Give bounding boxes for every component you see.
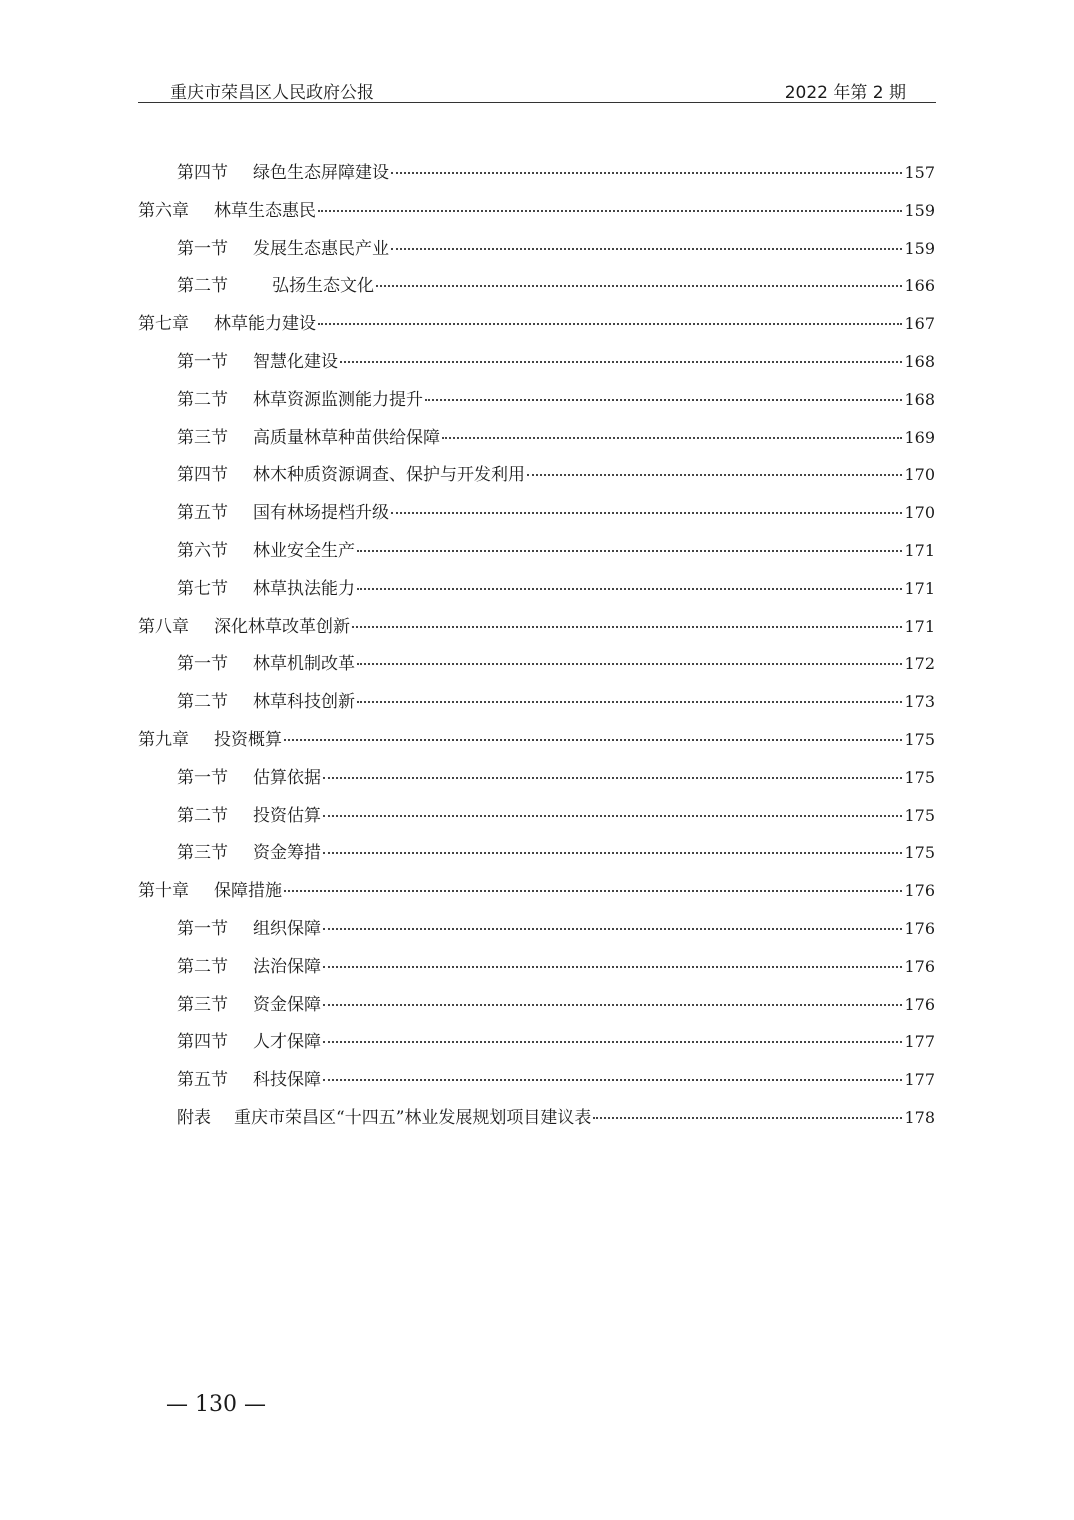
toc-dot-leader: [323, 965, 902, 968]
toc-entry-number: 第三节: [177, 994, 228, 1015]
toc-entry-number: 第三节: [177, 843, 228, 864]
toc-entry-page: 168: [904, 351, 935, 371]
toc-entry-page: 175: [904, 767, 935, 787]
page-header: [138, 76, 936, 103]
toc-dot-leader: [318, 209, 902, 212]
toc-entry-page: 176: [904, 994, 935, 1014]
toc-dot-leader: [357, 549, 902, 552]
toc-entry-number: 附表: [177, 1107, 211, 1128]
table-of-contents: [138, 158, 935, 1141]
toc-dot-leader: [284, 889, 902, 892]
toc-entry-number: 第一节: [177, 351, 228, 372]
toc-entry-number: 第二节: [177, 805, 228, 826]
toc-entry[interactable]: [138, 838, 935, 876]
toc-entry-number: 第四节: [177, 1032, 228, 1053]
toc-entry-number: 第五节: [177, 1070, 228, 1091]
toc-entry-page: 157: [904, 163, 935, 182]
toc-dot-leader: [318, 322, 902, 325]
journal-title: 重庆市荣昌区人民政府公报: [170, 83, 374, 103]
toc-entry-number: 第一节: [177, 767, 228, 788]
toc-entry-title: 林业安全生产: [253, 540, 355, 561]
toc-entry-number: 第九章: [138, 729, 189, 750]
toc-entry[interactable]: [138, 196, 935, 234]
toc-entry-title: 估算依据: [253, 767, 321, 788]
toc-entry[interactable]: [138, 347, 935, 385]
toc-entry[interactable]: [138, 1065, 935, 1103]
toc-entry-number: 第一节: [177, 238, 228, 259]
page-number: — 130 —: [166, 1392, 266, 1417]
toc-entry[interactable]: [138, 385, 935, 423]
toc-entry-title: 投资估算: [253, 805, 321, 826]
toc-dot-leader: [352, 625, 902, 628]
toc-entry[interactable]: [138, 271, 935, 309]
toc-entry-page: 171: [904, 616, 935, 636]
toc-entry-title: 发展生态惠民产业: [253, 238, 389, 259]
toc-entry-page: 176: [904, 881, 935, 901]
toc-entry[interactable]: [138, 158, 935, 196]
toc-dot-leader: [340, 360, 902, 363]
toc-entry-title: 林木种质资源调查、保护与开发利用: [253, 465, 525, 486]
toc-entry-page: 177: [904, 1032, 935, 1052]
toc-dot-leader: [323, 1078, 902, 1081]
toc-dot-leader: [357, 700, 902, 703]
toc-entry-page: 166: [904, 276, 935, 296]
toc-entry-page: 173: [904, 692, 935, 712]
toc-entry-title: 林草机制改革: [253, 654, 355, 675]
toc-entry[interactable]: [138, 536, 935, 574]
toc-entry[interactable]: [138, 460, 935, 498]
toc-dot-leader: [442, 436, 902, 439]
toc-entry-title: 法治保障: [253, 956, 321, 977]
toc-entry-title: 资金保障: [253, 994, 321, 1015]
issue-number: 2022 年第 2 期: [784, 83, 906, 103]
toc-entry-page: 171: [904, 540, 935, 560]
toc-dot-leader: [376, 284, 902, 287]
toc-entry-number: 第八章: [138, 616, 189, 637]
toc-entry-page: 170: [904, 503, 935, 523]
toc-entry[interactable]: [138, 423, 935, 461]
toc-entry-page: 159: [904, 200, 935, 220]
toc-entry-title: 深化林草改革创新: [214, 616, 350, 637]
toc-entry-title: 林草执法能力: [253, 578, 355, 599]
toc-entry-page: 176: [904, 956, 935, 976]
toc-entry[interactable]: [138, 1103, 935, 1141]
toc-entry-page: 168: [904, 389, 935, 409]
toc-entry-title: 绿色生态屏障建设: [253, 163, 389, 183]
toc-entry-page: 175: [904, 729, 935, 749]
toc-entry-title: 人才保障: [253, 1032, 321, 1053]
toc-entry[interactable]: [138, 990, 935, 1028]
toc-entry-page: 176: [904, 918, 935, 938]
toc-dot-leader: [527, 473, 902, 476]
toc-entry-number: 第二节: [177, 692, 228, 713]
toc-entry[interactable]: [138, 763, 935, 801]
toc-entry-number: 第五节: [177, 503, 228, 524]
toc-entry-page: 175: [904, 805, 935, 825]
toc-entry-page: 171: [904, 578, 935, 598]
toc-entry-number: 第十章: [138, 881, 189, 902]
toc-entry-title: 资金筹措: [253, 843, 321, 864]
toc-dot-leader: [323, 1003, 902, 1006]
toc-entry-number: 第四节: [177, 465, 228, 486]
toc-dot-leader: [323, 927, 902, 930]
toc-entry-number: 第七节: [177, 578, 228, 599]
toc-entry-title: 弘扬生态文化: [272, 276, 374, 297]
toc-dot-leader: [425, 398, 902, 401]
toc-entry[interactable]: [138, 952, 935, 990]
toc-entry-title: 林草资源监测能力提升: [253, 389, 423, 410]
toc-entry[interactable]: [138, 612, 935, 650]
toc-entry-title: 国有林场提档升级: [253, 503, 389, 524]
toc-entry-title: 林草能力建设: [214, 314, 316, 335]
toc-entry[interactable]: [138, 309, 935, 347]
toc-dot-leader: [357, 587, 902, 590]
toc-entry-page: 169: [904, 427, 935, 447]
toc-entry-number: 第四节: [177, 163, 228, 183]
toc-entry-page: 170: [904, 465, 935, 485]
toc-entry[interactable]: [138, 725, 935, 763]
toc-dot-leader: [391, 247, 902, 250]
toc-entry-number: 第一节: [177, 918, 228, 939]
toc-dot-leader: [323, 814, 902, 817]
toc-entry-title: 林草科技创新: [253, 692, 355, 713]
toc-entry-page: 172: [904, 654, 935, 674]
toc-entry[interactable]: [138, 649, 935, 687]
toc-entry[interactable]: [138, 876, 935, 914]
toc-entry-page: 177: [904, 1070, 935, 1090]
toc-entry-title: 林草生态惠民: [214, 200, 316, 221]
toc-entry-number: 第二节: [177, 389, 228, 410]
toc-dot-leader: [593, 1116, 902, 1119]
toc-entry-page: 159: [904, 238, 935, 258]
toc-dot-leader: [391, 171, 902, 174]
toc-entry-page: 175: [904, 843, 935, 863]
toc-entry-page: 167: [904, 314, 935, 334]
toc-dot-leader: [323, 1040, 902, 1043]
toc-entry[interactable]: [138, 1027, 935, 1065]
toc-entry-title: 重庆市荣昌区“十四五”林业发展规划项目建议表: [234, 1107, 592, 1128]
toc-entry-number: 第二节: [177, 276, 228, 297]
toc-entry-title: 组织保障: [253, 918, 321, 939]
toc-entry-number: 第一节: [177, 654, 228, 675]
toc-entry[interactable]: [138, 914, 935, 952]
toc-dot-leader: [284, 738, 902, 741]
toc-entry[interactable]: [138, 574, 935, 612]
toc-entry-number: 第六节: [177, 540, 228, 561]
toc-entry-title: 科技保障: [253, 1070, 321, 1091]
toc-entry-number: 第六章: [138, 200, 189, 221]
toc-entry[interactable]: [138, 234, 935, 272]
toc-entry-title: 高质量林草种苗供给保障: [253, 427, 440, 448]
toc-dot-leader: [391, 511, 902, 514]
toc-entry-number: 第三节: [177, 427, 228, 448]
toc-entry[interactable]: [138, 498, 935, 536]
toc-dot-leader: [323, 851, 902, 854]
toc-entry-title: 投资概算: [214, 729, 282, 750]
toc-entry-number: 第二节: [177, 956, 228, 977]
toc-entry-title: 保障措施: [214, 881, 282, 902]
toc-entry[interactable]: [138, 687, 935, 725]
toc-dot-leader: [357, 662, 902, 665]
toc-entry-number: 第七章: [138, 314, 189, 335]
toc-entry-title: 智慧化建设: [253, 351, 338, 372]
toc-entry-page: 178: [904, 1107, 935, 1127]
toc-entry[interactable]: [138, 801, 935, 839]
toc-dot-leader: [323, 776, 902, 779]
